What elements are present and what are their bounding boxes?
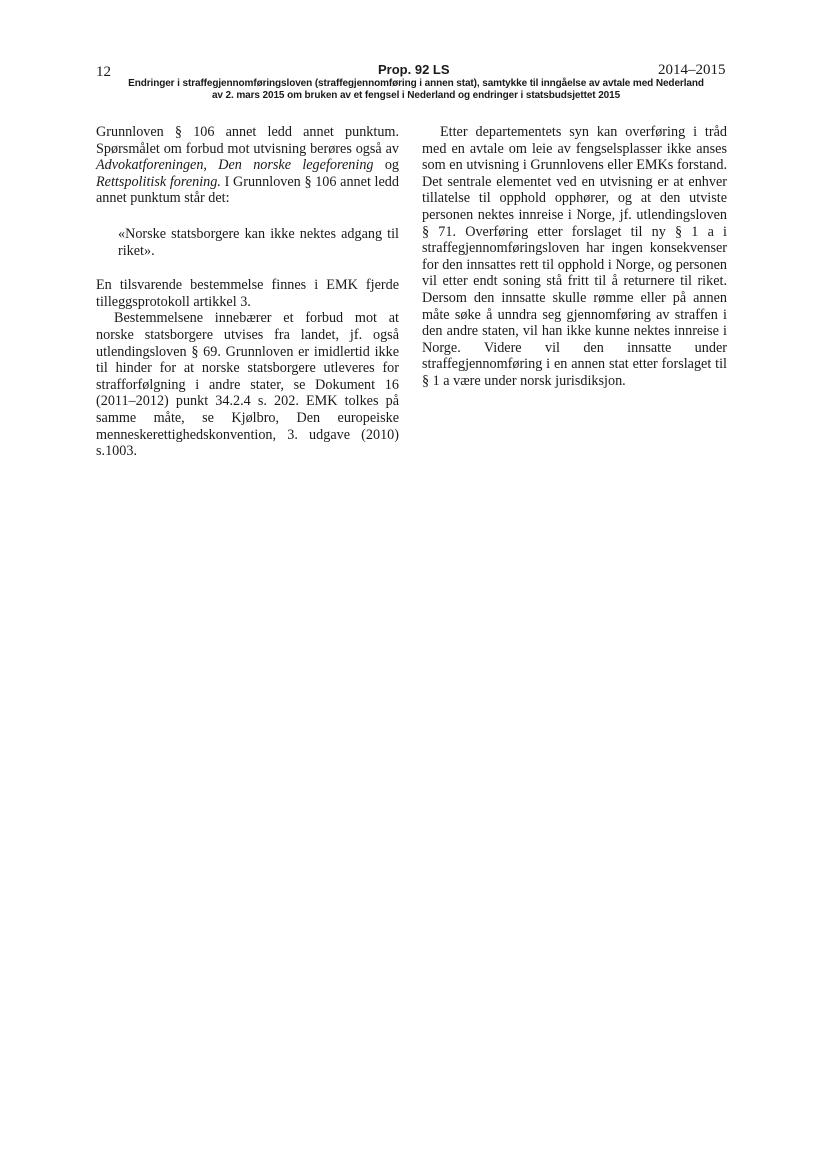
running-header-line1: Endringer i straffegjennomføringsloven (straffegjennomføring i annen stat), samtykke til inngåelse av avtale med Nederland bbox=[128, 78, 704, 89]
running-header-line2: av 2. mars 2015 om bruken av et fengsel i Nederland og endringer i statsbudsjettet 2015 bbox=[211, 90, 621, 101]
left-paragraph-2: En tilsvarende bestemmelse finnes i EMK fjerde tilleggsprotokoll artikkel 3. bbox=[96, 277, 399, 310]
running-header bbox=[96, 78, 736, 102]
left-p1-text-b: og bbox=[373, 157, 399, 174]
left-p1-org1: Advokatforeningen, Den norske legeforening bbox=[96, 157, 374, 174]
page-number: 12 bbox=[96, 64, 111, 80]
left-p1-org2: Rettspolitisk forening. bbox=[96, 173, 221, 190]
left-column bbox=[96, 124, 399, 460]
left-p1-text-c: I Grunnloven § 106 annet ledd annet punktum står det: bbox=[96, 173, 399, 207]
left-p1-text-a: Grunnloven § 106 annet ledd annet punktum. Spørsmålet om forbud mot utvisning berøres også av bbox=[96, 124, 399, 157]
document-years: 2014–2015 bbox=[658, 62, 726, 78]
block-quote: «Norske statsborgere kan ikke nektes adgang til riket». bbox=[118, 225, 399, 259]
document-id: Prop. 92 LS bbox=[378, 62, 450, 77]
left-paragraph-1 bbox=[96, 124, 399, 207]
left-paragraph-3: Bestemmelsene innebærer et forbud mot at norske statsborgere utvises fra landet, jf. også utlendingsloven § 69. Grunnloven er imidlertid ikke til hinder for at norske statsborgere utleveres for strafforfølgning i andre stater, se Dokument 16 (2011–2012) punkt 34.2.4 s. 202. EMK tolkes på samme måte, se Kjølbro, Den europeiske menneskerettighedskonvention, 3. udgave (2010) s.1003. bbox=[96, 310, 399, 460]
right-column bbox=[422, 124, 727, 390]
right-paragraph-1: Etter departementets syn kan overføring i tråd med en avtale om leie av fengselsplasser ikke anses som en utvisning i Grunnlovens eller EMKs forstand. Det sentrale elementet ved en utvisning er at enhver tillatelse til opphold opphører, og at den utviste personen nektes innreise i Norge, jf. utlendingsloven § 71. Overføring etter forslaget til ny § 1 a i straffegjennomføringsloven har ingen konsekvenser for den innsattes rett til opphold i Norge, og personen vil etter endt soning stå fritt til å returnere til riket. Dersom den innsatte skulle rømme eller på annen måte søke å unndra seg gjennomføring av straffen i den andre staten, vil han ikke kunne nektes innreise i Norge. Videre vil den innsatte under straffegjennomføring i en annen stat etter forslaget til § 1 a være under norsk jurisdiksjon. bbox=[422, 124, 727, 389]
